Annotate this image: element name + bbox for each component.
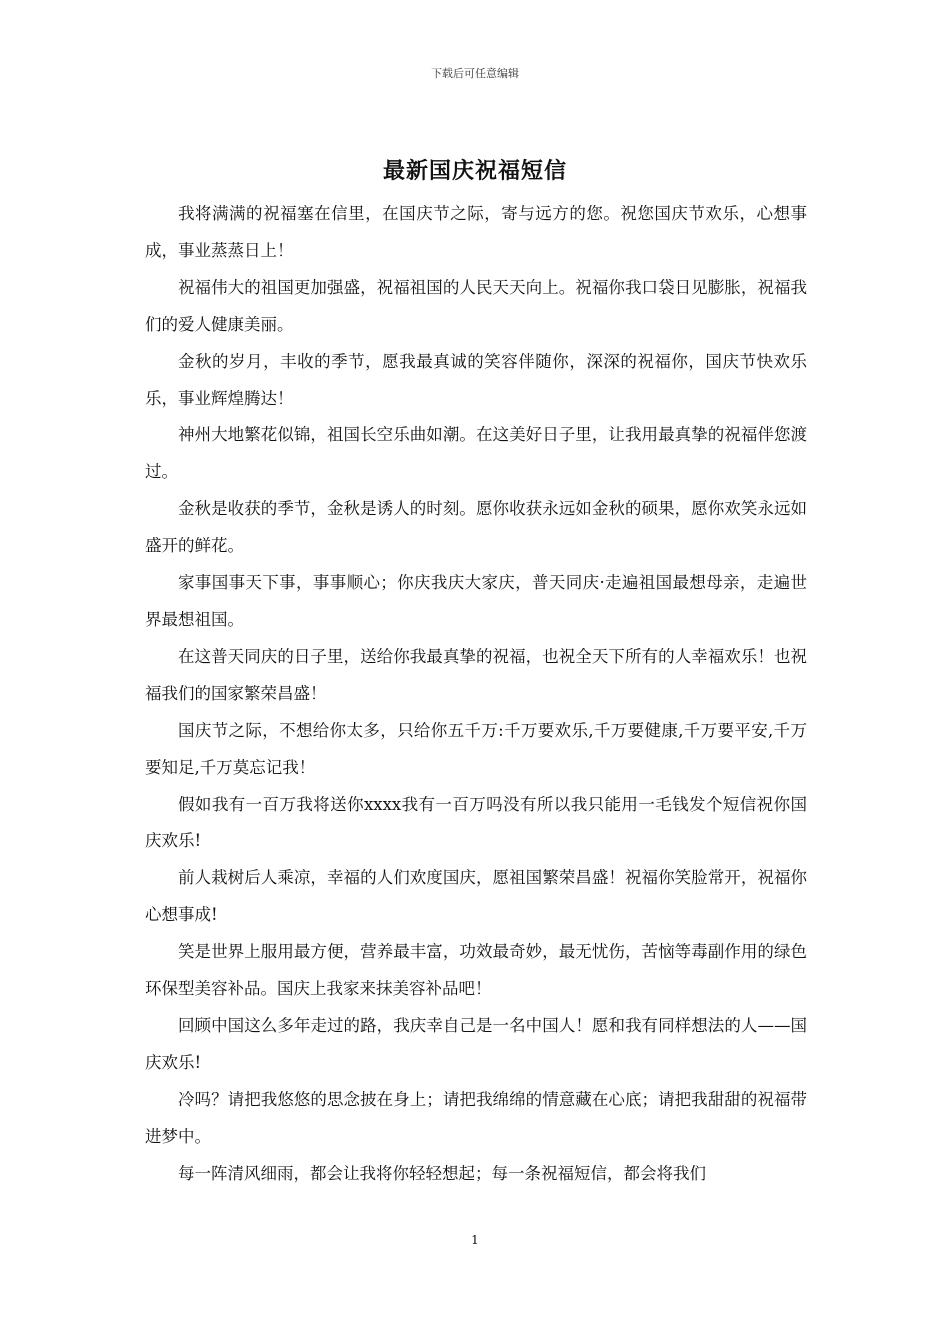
header-note: 下载后可任意编辑: [431, 67, 519, 80]
paragraph-3: 金秋的岁月，丰收的季节，愿我最真诚的笑容伴随你，深深的祝福你，国庆节快欢乐乐，事业辉煌腾达！: [145, 351, 807, 408]
paragraph-9: 假如我有一百万我将送你xxxx我有一百万吗没有所以我只能用一毛钱发个短信祝你国庆欢乐!: [145, 794, 807, 851]
document-title: 最新国庆祝福短信: [382, 158, 567, 184]
paragraph-6: 家事国事天下事，事事顺心；你庆我庆大家庆，普天同庆·走遍祖国最想母亲，走遍世界最想祖国。: [145, 573, 807, 629]
paragraph-12: 回顾中国这么多年走过的路，我庆幸自己是一名中国人！愿和我有同样想法的人——国庆欢乐!: [145, 1015, 807, 1072]
page-number: 1: [471, 1233, 479, 1247]
document-body: [145, 196, 807, 1192]
paragraph-13: 冷吗？请把我悠悠的思念披在身上；请把我绵绵的情意藏在心底；请把我甜甜的祝福带进梦中。: [145, 1089, 807, 1146]
paragraph-7: 在这普天同庆的日子里，送给你我最真挚的祝福，也祝全天下所有的人幸福欢乐！也祝福我们的国家繁荣昌盛！: [145, 646, 807, 703]
paragraph-1: 我将满满的祝福塞在信里，在国庆节之际，寄与远方的您。祝您国庆节欢乐，心想事成，事业蒸蒸日上！: [145, 204, 807, 260]
paragraph-8: 国庆节之际，不想给你太多，只给你五千万:千万要欢乐,千万要健康,千万要平安,千万要知足,千万莫忘记我！: [145, 720, 807, 777]
paragraph-11: 笑是世界上服用最方便，营养最丰富，功效最奇妙，最无忧伤，苦恼等毒副作用的绿色环保型美容补品。国庆上我家来抹美容补品吧！: [145, 942, 807, 999]
paragraph-5: 金秋是收获的季节，金秋是诱人的时刻。愿你收获永远如金秋的硕果，愿你欢笑永远如盛开的鲜花。: [145, 499, 807, 556]
paragraph-4: 神州大地繁花似锦，祖国长空乐曲如潮。在这美好日子里，让我用最真挚的祝福伴您渡过。: [145, 425, 807, 482]
paragraph-10: 前人栽树后人乘凉，幸福的人们欢度国庆，愿祖国繁荣昌盛！祝福你笑脸常开，祝福你心想事成!: [145, 868, 807, 925]
paragraph-14: 每一阵清风细雨，都会让我将你轻轻想起；每一条祝福短信，都会将我们: [178, 1163, 706, 1183]
paragraph-2: 祝福伟大的祖国更加强盛，祝福祖国的人民天天向上。祝福你我口袋日见膨胀，祝福我们的爱人健康美丽。: [145, 277, 807, 334]
